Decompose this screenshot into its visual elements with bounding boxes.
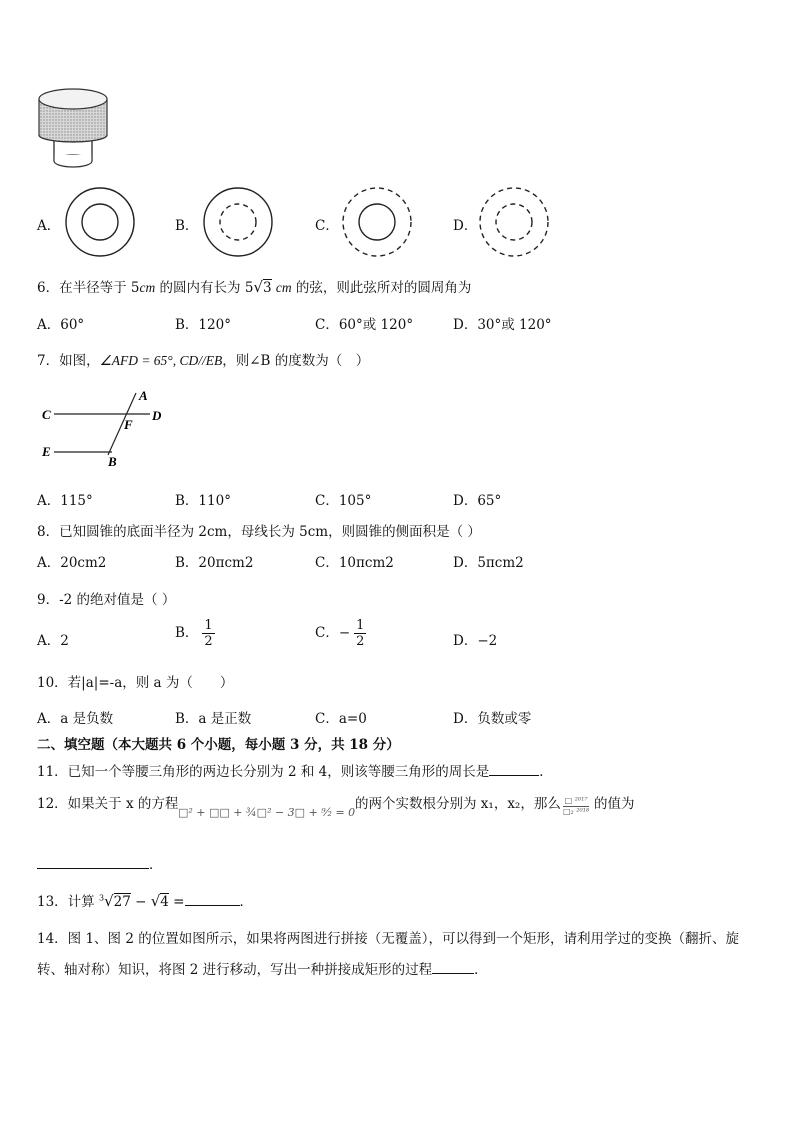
q14-answer-blank (432, 961, 474, 974)
q5-option-b-label: B． (175, 218, 199, 234)
q12-answer: ． (37, 853, 163, 873)
q13-answer-blank (185, 893, 240, 906)
q10-option-d: D．负数或零 (453, 711, 532, 727)
q7-option-c: C．105° (315, 493, 372, 509)
q14-line1: 14．图 1、图 2 的位置如图所示，如果将两图进行拼接（无覆盖），可以得到一个矩形，请利用学过的变换（翻折、旋 (37, 931, 739, 947)
q9-option-b: B． $\frac{1}{2}$ (175, 618, 213, 649)
q6-option-c: C．60°或 120° (315, 317, 414, 333)
q7-option-d: D．65° (453, 493, 502, 509)
q12-stem-part1: 12．如果关于 x 的方程 (37, 796, 179, 812)
q5-option-c-label: C． (315, 218, 339, 234)
q6-option-b: B．120° (175, 317, 231, 333)
q5-option-a-label: A． (37, 218, 61, 234)
q8-option-a: A．20cm2 (37, 555, 107, 571)
q10-stem: 10．若|a|=-a，则 a 为（ ） (37, 675, 234, 691)
q7-stem: 7．如图，∠AFD = 65°, CD//EB，则∠B 的度数为（ ） (37, 353, 370, 369)
q9-option-c: C．− $\frac{1}{2}$ (315, 618, 365, 649)
q8-option-d: D．5πcm2 (453, 555, 524, 571)
q13-stem: 13．计算 $^3$√27 − √4 = ． (37, 892, 253, 910)
label-c: C (42, 407, 51, 422)
label-e: E (42, 444, 51, 459)
solid-figure (37, 83, 109, 173)
q12-answer-blank (37, 856, 149, 869)
q8-option-b: B．20πcm2 (175, 555, 254, 571)
q6-option-a: A．60° (37, 317, 85, 333)
q5-option-d-label: D． (453, 218, 478, 234)
q10-option-a: A．a 是负数 (37, 711, 114, 727)
q9-option-d: D．−2 (453, 633, 498, 649)
label-b: B (108, 454, 117, 469)
q6-option-d: D．30°或 120° (453, 317, 552, 333)
q7-option-b: B．110° (175, 493, 231, 509)
q5-option-d-figure (476, 184, 552, 260)
q10-option-c: C．a=0 (315, 711, 367, 727)
label-a: A (139, 388, 148, 403)
q5-option-a-figure (62, 184, 138, 260)
q12-equation: □² + □□ + ¾□² − 3□ + ⁹⁄₂ = 0 (178, 806, 356, 819)
label-f: F (124, 417, 133, 432)
q11-answer-blank (489, 763, 539, 776)
q7-figure (38, 385, 168, 470)
q8-option-c: C．10πcm2 (315, 555, 394, 571)
q5-option-c-figure (339, 184, 415, 260)
q11-stem: 11．已知一个等腰三角形的两边长分别为 2 和 4，则该等腰三角形的周长是 ． (37, 764, 553, 780)
q12-stem-part2: 的两个实数根分别为 x₁，x₂，那么 (355, 796, 561, 812)
q6-stem: 6．在半径等于 5cm 的圆内有长为 5√3 cm 的弦，则此弦所对的圆周角为 (37, 278, 472, 296)
q9-option-a: A．2 (37, 633, 69, 649)
label-d: D (152, 408, 162, 423)
section-2-heading: 二、填空题（本大题共 6 个小题，每小题 3 分，共 18 分） (37, 737, 400, 753)
q12-stem-part3: 的值为 (594, 796, 635, 812)
q7-option-a: A．115° (37, 493, 93, 509)
q9-stem: 9．-2 的绝对值是（ ） (37, 592, 176, 608)
q12-ratio: □ ²⁰¹⁷ □₂ ²⁰¹⁸ (563, 796, 590, 816)
q5-option-b-figure (200, 184, 276, 260)
q14-line2: 转、轴对称）知识，将图 2 进行移动，写出一种拼接成矩形的过程 ． (37, 962, 488, 978)
q10-option-b: B．a 是正数 (175, 711, 252, 727)
q8-stem: 8．已知圆锥的底面半径为 2cm，母线长为 5cm，则圆锥的侧面积是（ ） (37, 524, 481, 540)
